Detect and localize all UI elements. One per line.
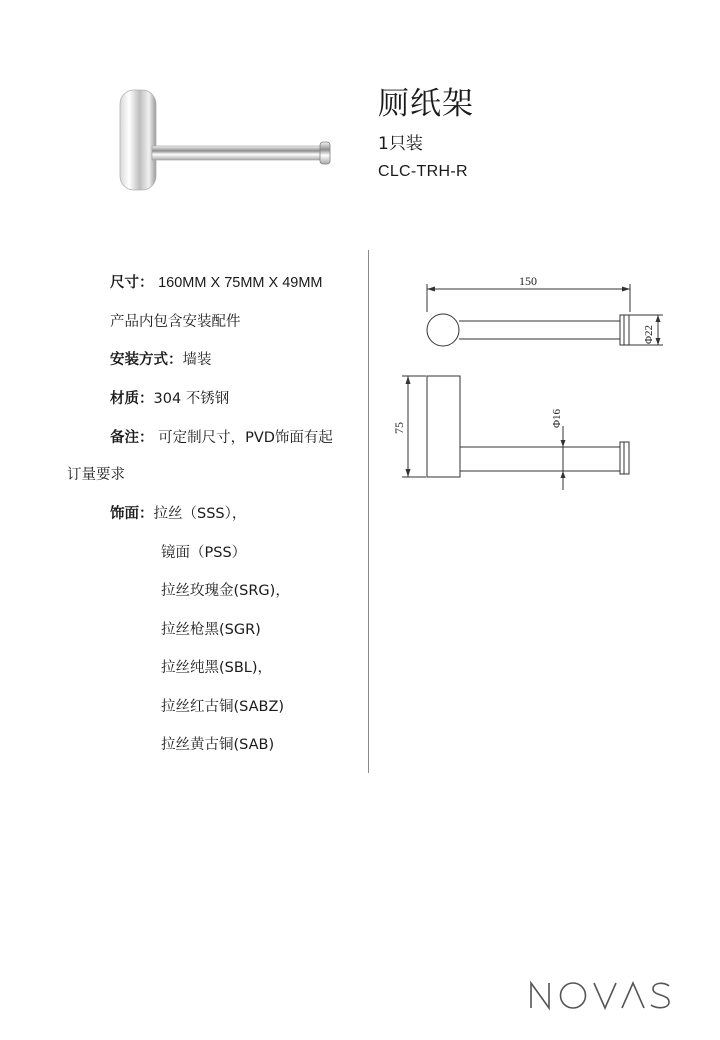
spec-size-label: 尺寸： bbox=[110, 275, 154, 291]
dim-rod-label: Φ16 bbox=[551, 408, 563, 428]
dim-width-label: 150 bbox=[519, 274, 537, 288]
spec-material-label: 材质： bbox=[110, 391, 154, 407]
vertical-divider bbox=[368, 250, 369, 773]
spec-note bbox=[110, 426, 333, 447]
finish-option: 拉丝红古铜(SABZ) bbox=[161, 699, 285, 715]
dim-height-label: 75 bbox=[392, 422, 406, 434]
spec-install-label: 安装方式： bbox=[110, 352, 183, 368]
spec-install bbox=[110, 348, 212, 369]
technical-drawing bbox=[380, 260, 680, 500]
brand-logo bbox=[528, 978, 673, 1012]
product-quantity: 1只装 bbox=[378, 134, 423, 154]
spec-size bbox=[110, 271, 323, 292]
finish-option: 镜面（PSS） bbox=[161, 545, 247, 561]
finish-option: 拉丝纯黑(SBL)， bbox=[161, 660, 273, 676]
spec-install-value: 墙装 bbox=[182, 352, 212, 368]
spec-material bbox=[110, 387, 229, 408]
dim-diameter-label: Φ22 bbox=[643, 324, 655, 344]
finish-option: 拉丝黄古铜(SAB) bbox=[161, 737, 275, 753]
spec-note-continuation: 订量要求 bbox=[67, 467, 125, 483]
finish-option: 拉丝枪黑(SGR) bbox=[161, 622, 261, 638]
spec-included: 产品内包含安装配件 bbox=[110, 314, 241, 330]
spec-finish bbox=[110, 502, 246, 523]
spec-finish-label: 饰面： bbox=[110, 506, 154, 522]
top-view bbox=[427, 274, 663, 346]
finish-option: 拉丝（SSS）， bbox=[153, 506, 247, 522]
spec-note-value: 可定制尺寸，PVD饰面有起 bbox=[158, 430, 333, 446]
spec-note-label: 备注： bbox=[110, 430, 154, 446]
side-view bbox=[392, 376, 629, 490]
spec-material-value: 304 不锈钢 bbox=[153, 391, 230, 407]
product-title: 厕纸架 bbox=[378, 86, 474, 122]
finish-option: 拉丝玫瑰金(SRG)， bbox=[161, 583, 290, 599]
spec-size-value: 160MM X 75MM X 49MM bbox=[158, 275, 323, 291]
product-model: CLC-TRH-R bbox=[378, 163, 468, 180]
product-photo bbox=[100, 82, 350, 202]
